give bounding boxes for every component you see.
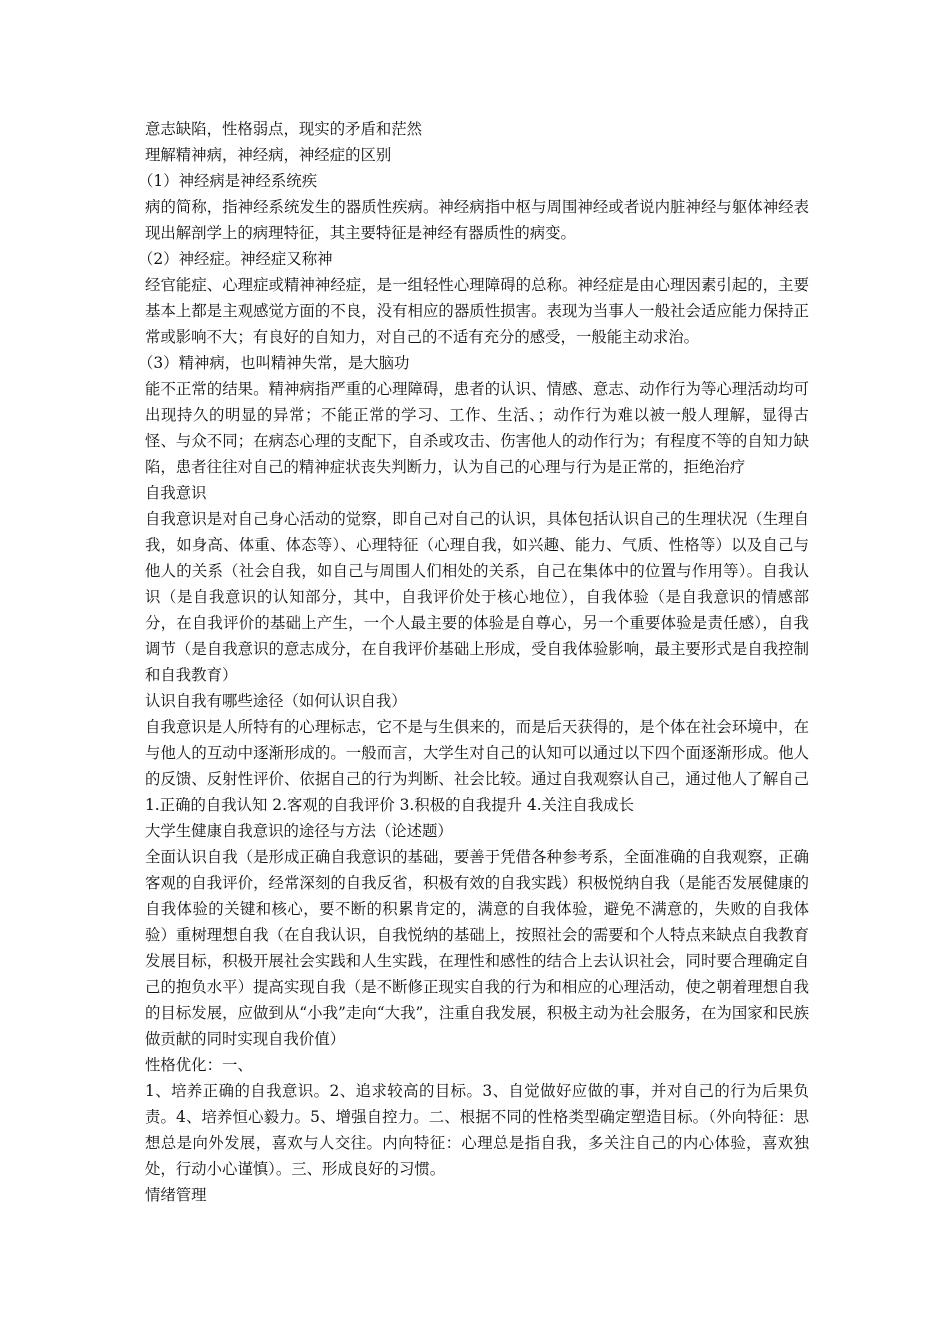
section-heading: 认识自我有哪些途径（如何认识自我） <box>145 692 407 710</box>
doc-paragraph: 病的简称，指神经系统发生的器质性疾病。神经病指中枢与周围神经或者说内脏神经与躯体神经表现出解剖学上的病理特征，其主要特征是神经有器质性的病变。 <box>145 198 809 242</box>
doc-paragraph: 自我意识是人所特有的心理标志，它不是与生俱来的，而是后天获得的，是个体在社会环境中，在与他人的互动中逐渐形成的。一般而言，大学生对自己的认知可以通过以下四个面逐渐形成。他人的反馈、反射性评价、依据自己的行为判断、社会比较。通过自我观察认自己，通过他人了解自己 1.正确的自我认知 2.客观的自我评价 3.积极的自我提升 4.关注自我成长 <box>145 718 809 814</box>
doc-paragraph: 1、培养正确的自我意识。2、追求较高的目标。3、自觉做好应做的事，并对自己的行为后果负责。4、培养恒心毅力。5、增强自控力。二、根据不同的性格类型确定塑造目标。（外向特征：思想总是向外发展，喜欢与人交往。内向特征：心理总是指自我，多关注自己的内心体验，喜欢独处，行动小心谨慎）。三、形成良好的习惯。 <box>145 1082 809 1178</box>
section-heading: 大学生健康自我意识的途径与方法（论述题） <box>145 822 453 840</box>
document-body <box>138 116 809 1208</box>
doc-line: 意志缺陷，性格弱点，现实的矛盾和茫然 <box>145 120 423 138</box>
doc-paragraph: 自我意识是对自己身心活动的觉察，即自己对自己的认识，具体包括认识自己的生理状况（生理自我，如身高、体重、体态等）、心理特征（心理自我，如兴趣、能力、气质、性格等）以及自己与他人的关系（社会自我，如自己与周围人们相处的关系，自己在集体中的位置与作用等）。自我认识（是自我意识的认知部分，其中，自我评价处于核心地位），自我体验（是自我意识的情感部分，在自我评价的基础上产生，一个人最主要的体验是自尊心，另一个重要体验是责任感），自我调节（是自我意识的意志成分，在自我评价基础上形成，受自我体验影响，最主要形式是自我控制和自我教育） <box>145 510 809 684</box>
doc-line: 理解精神病，神经病，神经症的区别 <box>145 146 392 164</box>
doc-paragraph: 全面认识自我（是形成正确自我意识的基础，要善于凭借各种参考系，全面准确的自我观察，正确客观的自我评价，经常深刻的自我反省，积极有效的自我实践）积极悦纳自我（是能否发展健康的自我体验的关键和核心，要不断的积累肯定的，满意的自我体验，避免不满意的，失败的自我体验）重树理想自我（在自我认识，自我悦纳的基础上，按照社会的需要和个人特点来缺点自我教育发展目标，积极开展社会实践和人生实践，在理性和感性的结合上去认识社会，同时要合理确定自己的抱负水平）提高实现自我（是不断修正现实自我的行为和相应的心理活动，使之朝着理想自我的目标发展，应做到从“小我”走向“大我”，注重自我发展，积极主动为社会服务，在为国家和民族做贡献的同时实现自我价值） <box>145 848 809 1048</box>
doc-line: （3）精神病，也叫精神失常，是大脑功 <box>138 354 410 372</box>
section-heading: 情绪管理 <box>145 1186 207 1204</box>
section-heading: 性格优化：一、 <box>145 1056 253 1074</box>
doc-line: （2）神经症。神经症又称神 <box>138 250 333 268</box>
doc-paragraph: 经官能症、心理症或精神神经症，是一组轻性心理障碍的总称。神经症是由心理因素引起的，主要基本上都是主观感觉方面的不良，没有相应的器质性损害。表现为当事人一般社会适应能力保持正常或影响不大；有良好的自知力，对自己的不适有充分的感受，一般能主动求治。 <box>145 276 809 346</box>
doc-paragraph: 能不正常的结果。精神病指严重的心理障碍，患者的认识、情感、意志、动作行为等心理活动均可出现持久的明显的异常；不能正常的学习、工作、生活、；动作行为难以被一般人理解，显得古怪、与众不同；在病态心理的支配下，自杀或攻击、伤害他人的动作行为；有程度不等的自知力缺陷，患者往往对自己的精神症状丧失判断力，认为自己的心理与行为是正常的，拒绝治疗 <box>145 380 809 476</box>
doc-line: （1）神经病是神经系统疾 <box>138 172 318 190</box>
section-heading: 自我意识 <box>145 484 207 502</box>
